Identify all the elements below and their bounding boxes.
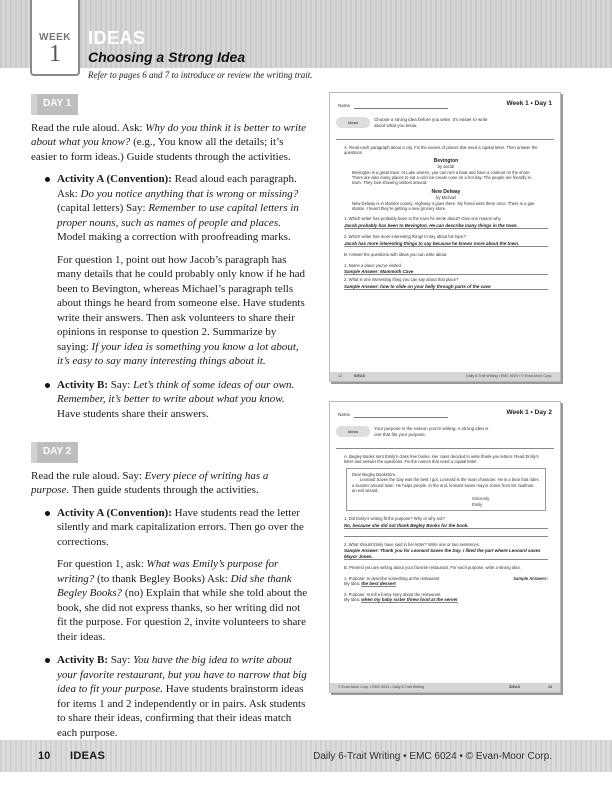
answer-b2: when my baby sister threw food at the server xyxy=(361,596,458,602)
worksheet-day1 xyxy=(329,92,561,382)
activity-a-instructions: A. Begley Books sent Emily’s class free books. Her class decided to write thank-you letters. Read Emily’s letter and answer the questions. Fix the names that need a capital letter. xyxy=(344,454,539,465)
ideas-pill: Ideas xyxy=(336,426,370,437)
day2-activity-a: Activity A (Convention): Have students read the letter silently and mark capitalization errors. Then go over the corrections. For question 1, ask: What was Emily’s purpose for writing? (to thank Begley Books) Ask: Did she thank Begley Books? (no) Explain that while she told about the book, she did not express thanks, so her writing did not fit the purpose. For question 2, invite volunteers to share their ideas. xyxy=(57,506,308,643)
footer-credit: Daily 6-Trait Writing • EMC 6024 • © Evan-Moor Corp. xyxy=(313,751,552,762)
teacher-notes xyxy=(31,94,309,749)
letter-greeting: Dear Begley Bookstore, xyxy=(352,471,397,477)
worksheet-page: 12 xyxy=(338,374,342,378)
answer-b2: Sample Answer: how to slide on your belly through parts of the cave xyxy=(344,284,548,290)
intro-text: Refer to pages 6 and 7 to introduce or review the writing trait. xyxy=(88,70,313,80)
day1-activities xyxy=(57,172,309,421)
question-b2: 2. What is one interesting thing you can say about that place? xyxy=(344,277,459,283)
day1-activity-b: Activity B: Say: Let’s think of some ideas of our own. Remember, it’s better to write about what you know. Have students share their answers. xyxy=(57,378,309,422)
page-number: 10 xyxy=(38,750,51,762)
story1-author: by Jacob xyxy=(437,164,455,170)
worksheet-credit: Daily 6-Trait Writing • EMC 6024 • © Evan-Moor Corp. xyxy=(466,374,552,378)
day1-badge: DAY 1 xyxy=(37,94,78,115)
answer-1: Jacob probably has been to Bevington. He can describe many things in the town. xyxy=(344,223,548,229)
answer-b1-row: My Idea: the best dessert xyxy=(344,581,396,587)
worksheet-trait: IDEAS xyxy=(509,685,520,689)
answer-1: No, because she did not thank Begley Books for the book. xyxy=(344,523,548,529)
week-number: 1 xyxy=(49,41,61,67)
story2-text: New Delway is in Monitor county, Highway 4 goes there. My friend went there once. There is a gas station. I heard they’re getting a new grocery store. xyxy=(352,200,535,212)
story1-text: Bevington is a great town. At Lake warren, you can rent a boat and have a cookout on the shore. There are also many places to eat a cold ice-cream cone on a hot day. The people are friendly in town. They love showing visitors around. xyxy=(352,169,531,186)
worksheet-day2 xyxy=(329,401,561,693)
question-b1: 1. Purpose: to describe something at the restaurant Sample Answers: xyxy=(344,575,548,581)
sample-answers-label: Sample Answers: xyxy=(513,575,548,581)
activity-b-instructions: B. Pretend you are writing about your favorite restaurant. For each purpose, write a strong idea. xyxy=(344,565,521,571)
week-label: WEEK xyxy=(39,32,71,43)
question-1: 1. Which writer has probably been to the town he wrote about? Give one reason why. xyxy=(344,216,502,222)
worksheet-credit: © Evan-Moor Corp. • EMC 6024 • Daily 6-Trait Writing xyxy=(338,685,424,689)
worksheet-trait: IDEAS xyxy=(354,374,365,378)
name-label: Name xyxy=(338,103,351,108)
letter-box xyxy=(346,468,546,511)
day2-activities xyxy=(57,506,309,741)
worksheet-rule: Choose a strong idea before you write. It’s easier to write about what you know. xyxy=(374,117,488,128)
page-subtitle: Choosing a Strong Idea xyxy=(88,49,246,65)
question-b1: 1. Name a place you’ve visited. xyxy=(344,262,402,268)
answer-b1: Sample Answer: Mammoth Cave xyxy=(344,269,548,275)
question-2: 2. Which writer has more interesting things to say about his topic? xyxy=(344,234,466,240)
worksheet-rule: Your purpose is the reason you’re writing. A strong idea is one that fits your purpose. xyxy=(374,426,489,437)
answer-b2-row: My Idea: when my baby sister threw food at the server xyxy=(344,596,458,602)
ideas-pill: Ideas xyxy=(336,117,370,128)
story2-author: by Michael xyxy=(435,195,456,201)
activity-b-instructions: B. Answer the questions with ideas you can write about. xyxy=(344,252,448,258)
worksheet-week-day: Week 1 • Day 1 xyxy=(506,100,552,107)
day1-activity-a: Activity A (Convention): Read aloud each paragraph. Ask: Do you notice anything that is wrong or missing? (capital letters) Say: Remember to use capital letters in proper nouns, such as names of people and places. Model making a correction with proofreading marks. For question 1, point out how Jacob’s paragraph has many details that he could probably only know if he had been to Bevington, whereas Michael’s paragraph tells about things he heard from someone else. Have students write their answers. Then ask volunteers to share their opinions in response to question 2. Summarize by saying: If your idea is something you know a lot about, it’s easy to say many interesting things about it. xyxy=(57,172,309,369)
question-1: 1. Did Emily’s writing fit the purpose? Why or why not? xyxy=(344,516,445,522)
page-title: IDEAS xyxy=(88,28,146,48)
letter-body: Leonard Saves the Day was the best I got. Leonard is the main character. He is a bear that rides a scooter around town. He helps people. In the end, leonard saves mayor Jones from Mr. badman, an evil wizard. xyxy=(352,477,539,494)
day2-activity-b: Activity B: Say: You have the big idea to write about your favorite restaurant, but you have to narrow that big idea to fit your purpose. Have students brainstorm ideas for items 1 and 2 independently or in pairs. Ask students to share their ideas, confirming that their ideas match each purpose. xyxy=(57,653,309,740)
letter-closing: Sincerely, xyxy=(472,496,491,502)
worksheet-week-day: Week 1 • Day 2 xyxy=(506,409,552,416)
question-2: 2. What should Emily have said in her letter? Write one or two sentences. xyxy=(344,542,480,548)
answer-b1: the best dessert xyxy=(361,581,396,587)
story2-title: New Delway xyxy=(431,188,461,195)
day2-rule: Read the rule aloud. Say: Every piece of writing has a purpose. Then guide students through the activities. xyxy=(31,469,269,496)
worksheet-page: 13 xyxy=(548,685,552,689)
answer-2: Jacob has more interesting things to say because he knows more about the town. xyxy=(344,241,548,247)
name-line xyxy=(354,417,448,418)
day2-badge: DAY 2 xyxy=(37,442,78,463)
day1-activity-a-detail: For question 1, point out how Jacob’s paragraph has many details that he could probably only know if he had been to Bevington, whereas Michael’s paragraph tells about things he heard from someone else. Have students write their answers. Then ask volunteers to share their opinions in response to question 2. Summarize by saying: If your idea is something you know a lot about, it’s easy to say many interesting things about it. xyxy=(57,253,306,367)
name-label: Name xyxy=(338,412,351,417)
answer-2: Sample Answer: Thank you for Leonard Saves the Day. I liked the part where Leonard saves Mayor Jones. xyxy=(344,548,548,560)
question-b2: 2. Purpose: to tell a funny story about the restaurant xyxy=(344,591,441,597)
activity-a-instructions: A. Read each paragraph about a city. Fix the names of places that need a capital letter. Then answer the questions. xyxy=(344,145,538,156)
story1-title: Bevington xyxy=(433,157,459,164)
day1-rule: Read the rule aloud. Ask: Why do you think it is better to write about what you know? (e.g., You know all the details; it’s easier to form ideas.) Guide students through the activities. xyxy=(31,121,306,163)
day2-activity-a-detail: For question 1, ask: What was Emily’s purpose for writing? (to thank Begley Books) Ask: Did she thank Begley Books? (no) Explain that while she told about the book, she did not express thanks, so her writing did not fit the purpose. For question 2, invite volunteers to share their ideas. xyxy=(57,558,308,643)
name-line xyxy=(354,108,448,109)
footer-section: IDEAS xyxy=(70,750,106,762)
letter-signature: Emily xyxy=(472,501,483,507)
week-tab xyxy=(30,0,80,76)
